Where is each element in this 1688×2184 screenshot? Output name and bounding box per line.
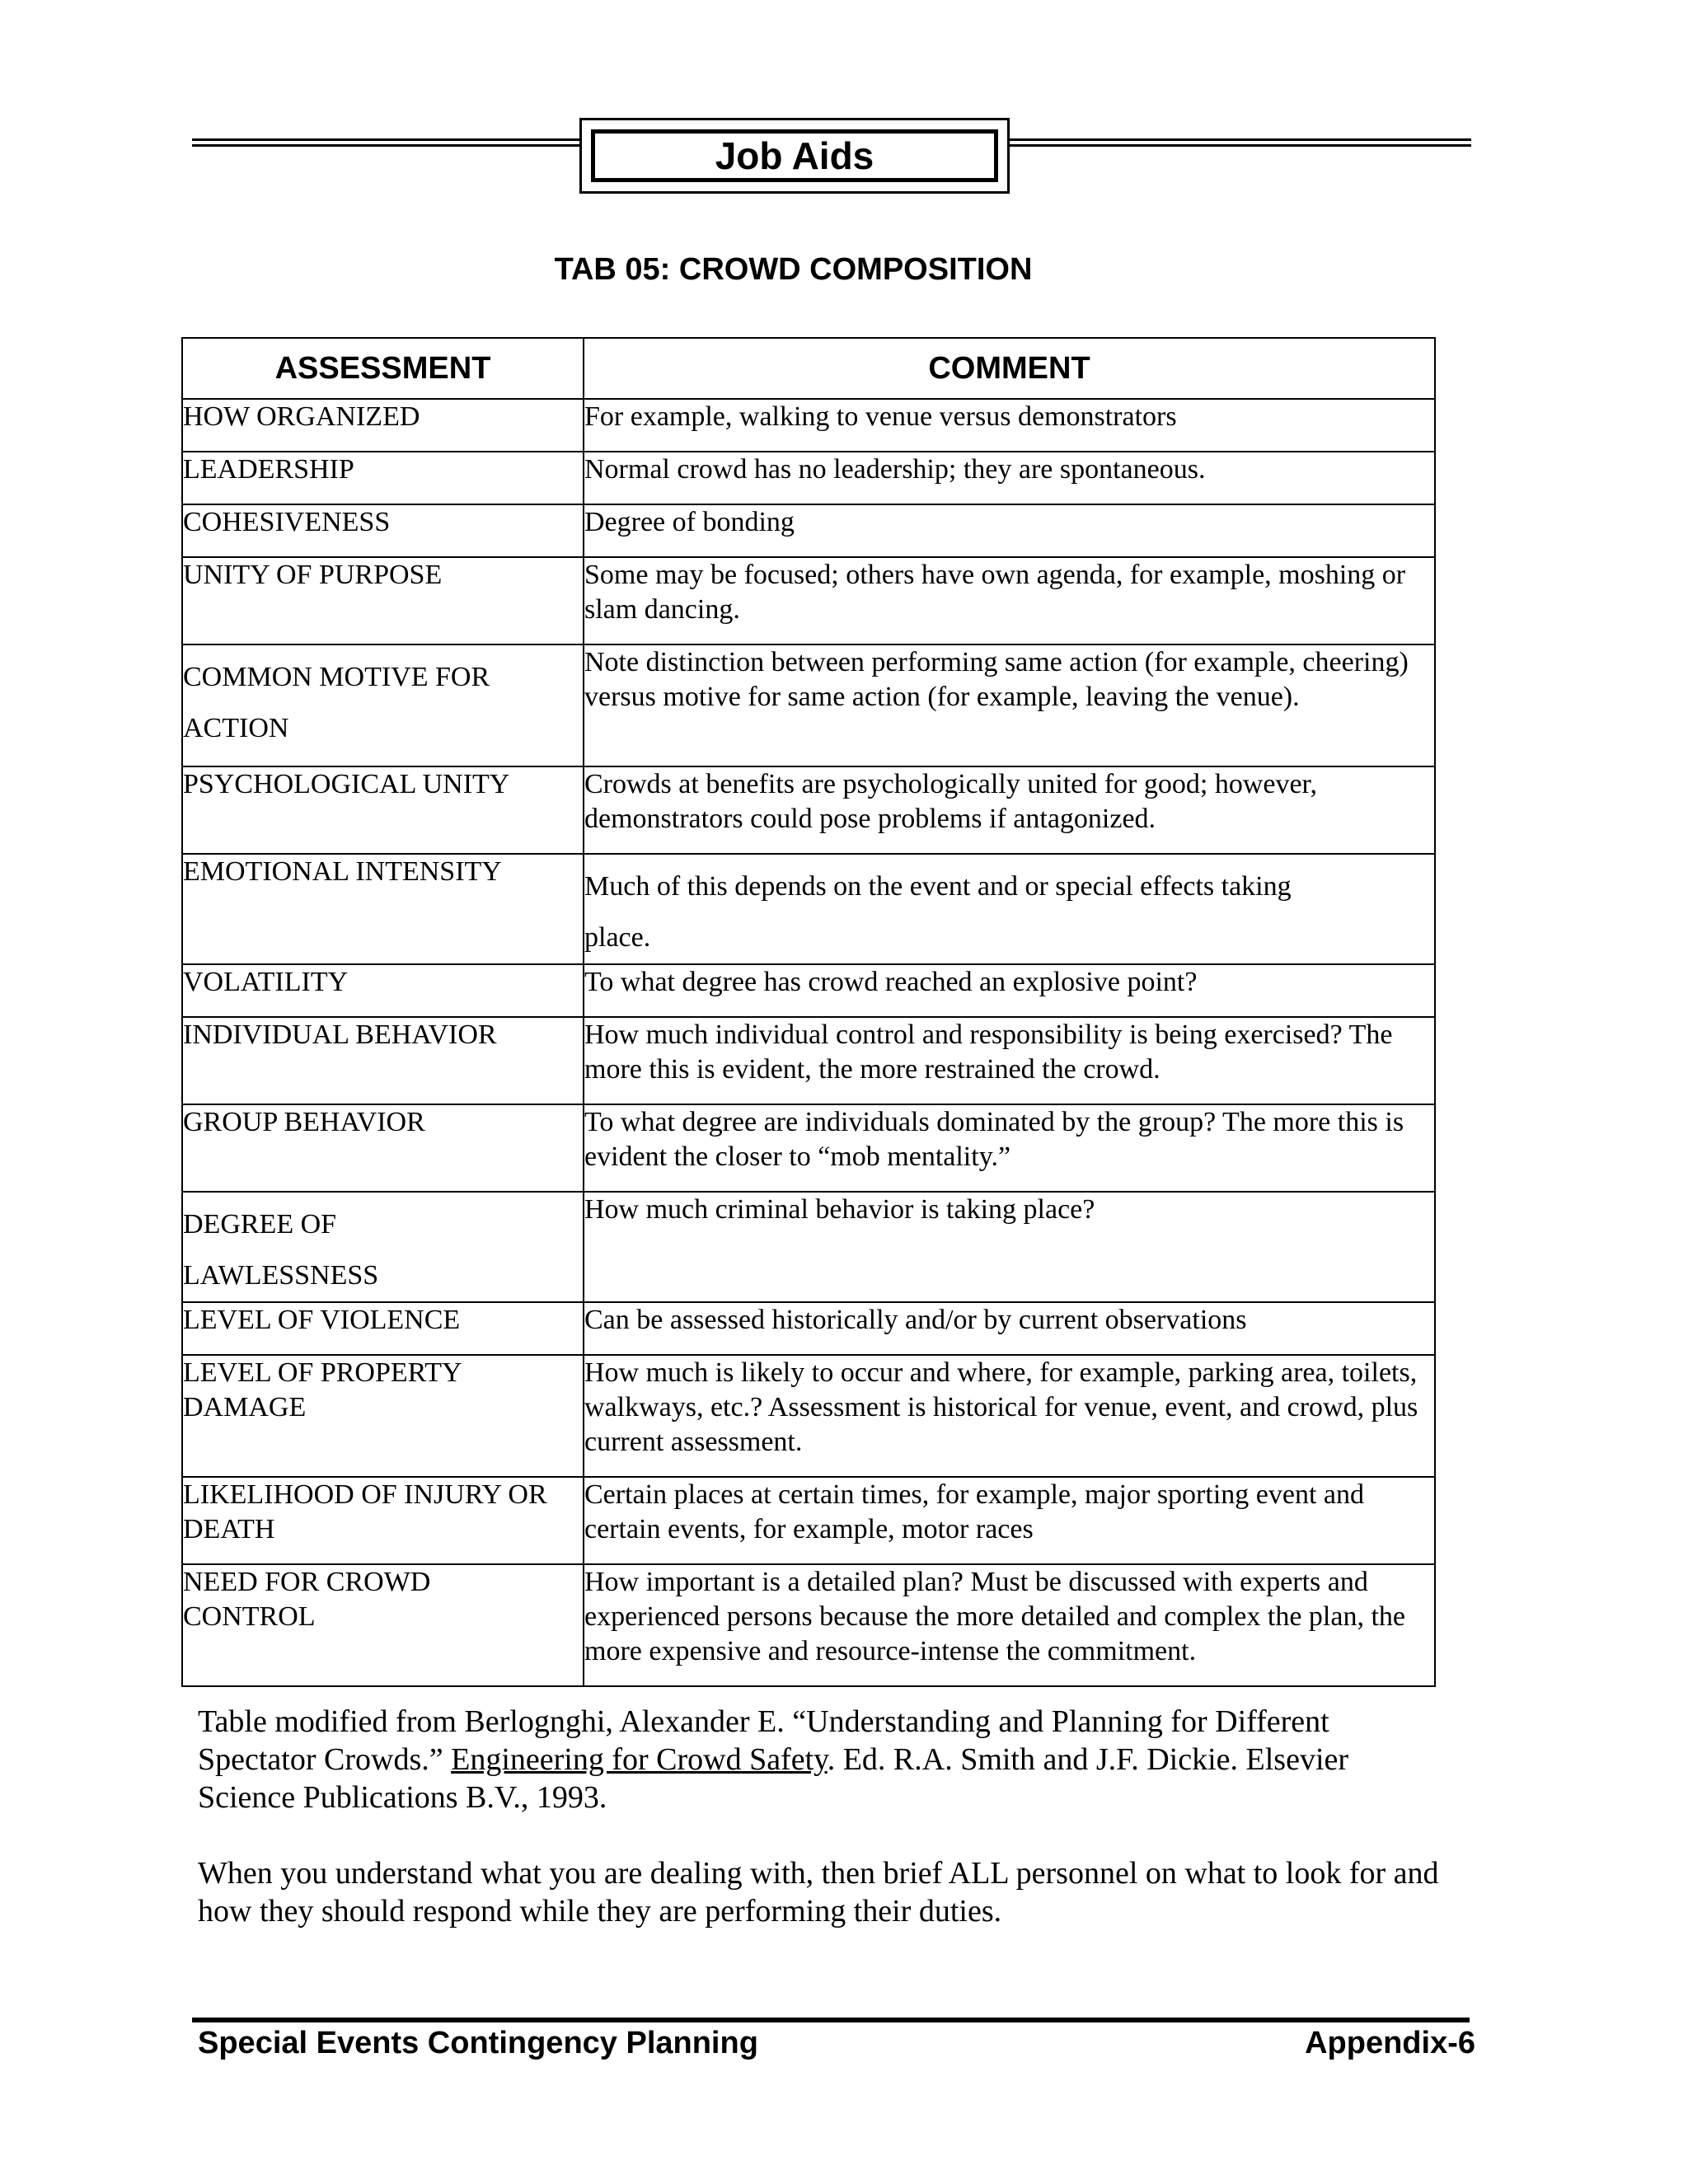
- assessment-cell: COMMON MOTIVE FOR ACTION: [182, 644, 584, 766]
- comment-cell: For example, walking to venue versus demonstrators: [584, 399, 1435, 452]
- comment-cell: Certain places at certain times, for example, major sporting event and certain events, for example, motor races: [584, 1477, 1435, 1564]
- header-rule-left-bottom: [192, 144, 579, 147]
- comment-cell: How important is a detailed plan? Must be discussed with experts and experienced persons because the more detailed and complex the plan, the more expensive and resource-intense the commitment.: [584, 1564, 1435, 1686]
- table-row: [182, 1355, 1435, 1477]
- comment-cell: Can be assessed historically and/or by current observations: [584, 1302, 1435, 1355]
- assessment-cell: COHESIVENESS: [182, 504, 584, 557]
- table-row: [182, 504, 1435, 557]
- footer-page-number: Appendix-6: [1305, 2026, 1475, 2060]
- assessment-cell: VOLATILITY: [182, 964, 584, 1017]
- header-title: Job Aids: [591, 129, 998, 182]
- assessment-cell: LIKELIHOOD OF INJURY OR DEATH: [182, 1477, 584, 1564]
- comment-cell: Normal crowd has no leadership; they are spontaneous.: [584, 452, 1435, 504]
- assessment-cell: INDIVIDUAL BEHAVIOR: [182, 1017, 584, 1104]
- comment-cell: Note distinction between performing same action (for example, cheering) versus motive for same action (for example, leaving the venue).: [584, 644, 1435, 766]
- assessment-cell: DEGREE OF LAWLESSNESS: [182, 1192, 584, 1302]
- column-header-comment: COMMENT: [584, 338, 1435, 399]
- comment-cell: How much individual control and responsibility is being exercised? The more this is evident, the more restrained the crowd.: [584, 1017, 1435, 1104]
- comment-cell: Some may be focused; others have own agenda, for example, moshing or slam dancing.: [584, 557, 1435, 644]
- table-header-row: [182, 338, 1435, 399]
- header-rule-left-top: [192, 138, 579, 141]
- assessment-cell: HOW ORGANIZED: [182, 399, 584, 452]
- comment-cell: How much is likely to occur and where, for example, parking area, toilets, walkways, etc.? Assessment is historical for venue, event, and crowd, plus current assessment.: [584, 1355, 1435, 1477]
- table-row: [182, 452, 1435, 504]
- header-title-box: [579, 118, 1010, 194]
- comment-cell: To what degree are individuals dominated by the group? The more this is evident the closer to “mob mentality.”: [584, 1104, 1435, 1192]
- table-row: [182, 644, 1435, 766]
- table-row: [182, 1017, 1435, 1104]
- citation-text-before: Table modified from Berlognghi, Alexander E. “Understanding and Planning for Different Spectator Crowds.”: [198, 1704, 1329, 1777]
- assessment-cell: UNITY OF PURPOSE: [182, 557, 584, 644]
- closing-paragraph: When you understand what you are dealing with, then brief ALL personnel on what to look for and how they should respond while they are performing their duties.: [198, 1856, 1439, 1929]
- comment-cell: Much of this depends on the event and or special effects taking place.: [584, 854, 1435, 964]
- table-row: [182, 1302, 1435, 1355]
- citation-text-after: . Ed. R.A. Smith and J.F. Dickie. Elsevier Science Publications B.V., 1993.: [198, 1742, 1349, 1815]
- table-row: [182, 1564, 1435, 1686]
- table-row: [182, 766, 1435, 854]
- comment-cell: How much criminal behavior is taking place?: [584, 1192, 1435, 1302]
- table-row: [182, 964, 1435, 1017]
- crowd-composition-table: [181, 337, 1436, 1687]
- assessment-cell: LEADERSHIP: [182, 452, 584, 504]
- assessment-cell: EMOTIONAL INTENSITY: [182, 854, 584, 964]
- table-row: [182, 557, 1435, 644]
- table-row: [182, 1477, 1435, 1564]
- assessment-cell: GROUP BEHAVIOR: [182, 1104, 584, 1192]
- citation-book-title: Engineering for Crowd Safety: [451, 1742, 828, 1777]
- comment-cell: Degree of bonding: [584, 504, 1435, 557]
- table-row: [182, 854, 1435, 964]
- footer-document-title: Special Events Contingency Planning: [198, 2026, 758, 2060]
- header-rule-right-top: [1010, 138, 1471, 141]
- footer-rule: [192, 2018, 1470, 2022]
- table-row: [182, 1192, 1435, 1302]
- column-header-assessment: ASSESSMENT: [182, 338, 584, 399]
- assessment-cell: LEVEL OF PROPERTY DAMAGE: [182, 1355, 584, 1477]
- citation-paragraph: [198, 1703, 1451, 1816]
- page-title: TAB 05: CROWD COMPOSITION: [554, 252, 1033, 287]
- comment-cell: To what degree has crowd reached an explosive point?: [584, 964, 1435, 1017]
- assessment-cell: PSYCHOLOGICAL UNITY: [182, 766, 584, 854]
- table-row: [182, 1104, 1435, 1192]
- assessment-cell: NEED FOR CROWD CONTROL: [182, 1564, 584, 1686]
- assessment-cell: LEVEL OF VIOLENCE: [182, 1302, 584, 1355]
- table-row: [182, 399, 1435, 452]
- header-rule-right-bottom: [1010, 144, 1471, 147]
- comment-cell: Crowds at benefits are psychologically united for good; however, demonstrators could pose problems if antagonized.: [584, 766, 1435, 854]
